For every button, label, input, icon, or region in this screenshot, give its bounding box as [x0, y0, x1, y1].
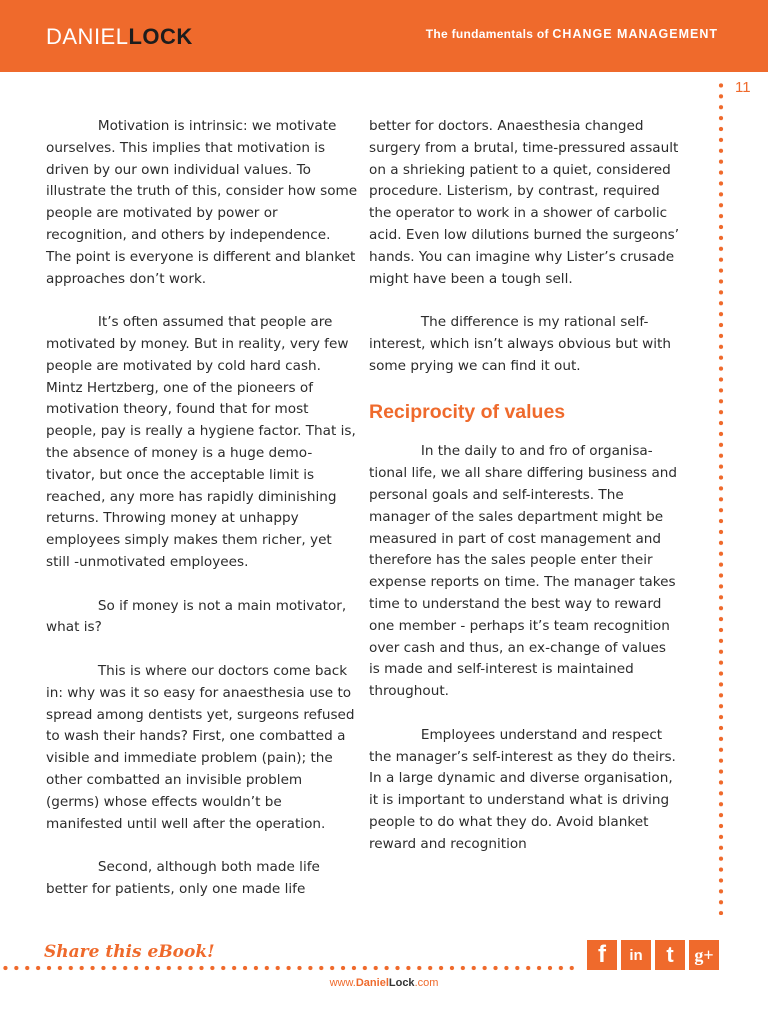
paragraph: So if money is not a main motivator, what is?	[46, 597, 347, 636]
page-number: 11	[735, 79, 751, 96]
social-share-buttons	[587, 940, 719, 970]
share-ebook-label[interactable]: Share this eBook!	[44, 942, 215, 962]
paragraph: Employees understand and respect the manager’s self-interest as they do theirs. In a large dynamic and diverse organisation, it is important to understand what is driving people to do what they do. Avoid blanket reward and recognition	[369, 726, 676, 852]
paragraph: better for doctors. Anaesthesia changed surgery from a brutal, time-pressured assault on a shrieking patient to a quiet, considered procedure. Listerism, by contrast, required the operator to work in a shower of carbolic acid. Even low dilutions burned the surgeons’ hands. You can imagine why Lister’s crusade might have been a tough sell.	[369, 118, 680, 287]
paragraph: Second, although both made life better for patients, only one made life	[46, 859, 320, 897]
twitter-icon[interactable]: t	[655, 940, 685, 970]
section-heading: Reciprocity of values	[369, 401, 566, 424]
logo-first-word: DANIEL	[46, 24, 129, 49]
google-plus-icon[interactable]: g+	[689, 940, 719, 970]
facebook-icon[interactable]: f	[587, 940, 617, 970]
right-text-column	[369, 116, 681, 877]
title-prefix: The fundamentals of	[425, 27, 553, 41]
paragraph: It’s often assumed that people are motivated by money. But in reality, very few people are motivated by cold hard cash. Mintz Hertzberg, one of the pioneers of motivation theory, found that for most people, pay is really a hygiene factor. That is, the absence of money is a huge demo-tivator, but once the acceptable limit is reached, any more has rapidly diminishing returns. Throwing money at unhappy employees simply makes them richer, yet still -unmotivated employees.	[46, 314, 356, 570]
logo-second-word: LOCK	[128, 24, 193, 49]
linkedin-icon[interactable]: in	[621, 940, 651, 970]
site-daniel: Daniel	[355, 977, 389, 989]
page-header	[0, 0, 768, 72]
paragraph: Motivation is intrinsic: we motivate ourselves. This implies that motivation is driven by our own individual values. To illustrate the truth of this, consider how some people are motivated by power or recognition, and others by independence. The point is everyone is different and blanket approaches don’t work.	[46, 118, 358, 287]
dotted-border-vertical	[718, 80, 724, 915]
dotted-border-horizontal	[0, 965, 575, 971]
site-suffix: .com	[414, 977, 439, 989]
left-text-column	[46, 116, 358, 922]
paragraph: The difference is my rational self-interest, which isn’t always obvious but with some prying we can find it out.	[369, 314, 672, 374]
daniel-lock-logo[interactable]	[46, 24, 193, 50]
paragraph: In the daily to and fro of organisa-tional life, we all share differing business and personal goals and self-interests. The manager of the sales department might be measured in part of cost management and therefore has the sales people enter their expense reports on time. The manager takes time to understand the best way to reward one member - perhaps it’s team recognition over cash and thus, an ex-change of values is made and self-interest is maintained throughout.	[369, 443, 678, 700]
site-prefix: www.	[329, 977, 356, 989]
website-link[interactable]	[0, 977, 768, 989]
site-lock: Lock	[388, 977, 415, 989]
document-title	[426, 27, 718, 41]
title-caps: CHANGE MANAGEMENT	[552, 27, 718, 41]
paragraph: This is where our doctors come back in: why was it so easy for anaesthesia use to spread among dentists yet, surgeons refused to wash their hands? First, one combatted a visible and immediate problem (pain); the other combatted an invisible problem (germs) whose effects wouldn’t be manifested until well after the operation.	[46, 662, 355, 832]
